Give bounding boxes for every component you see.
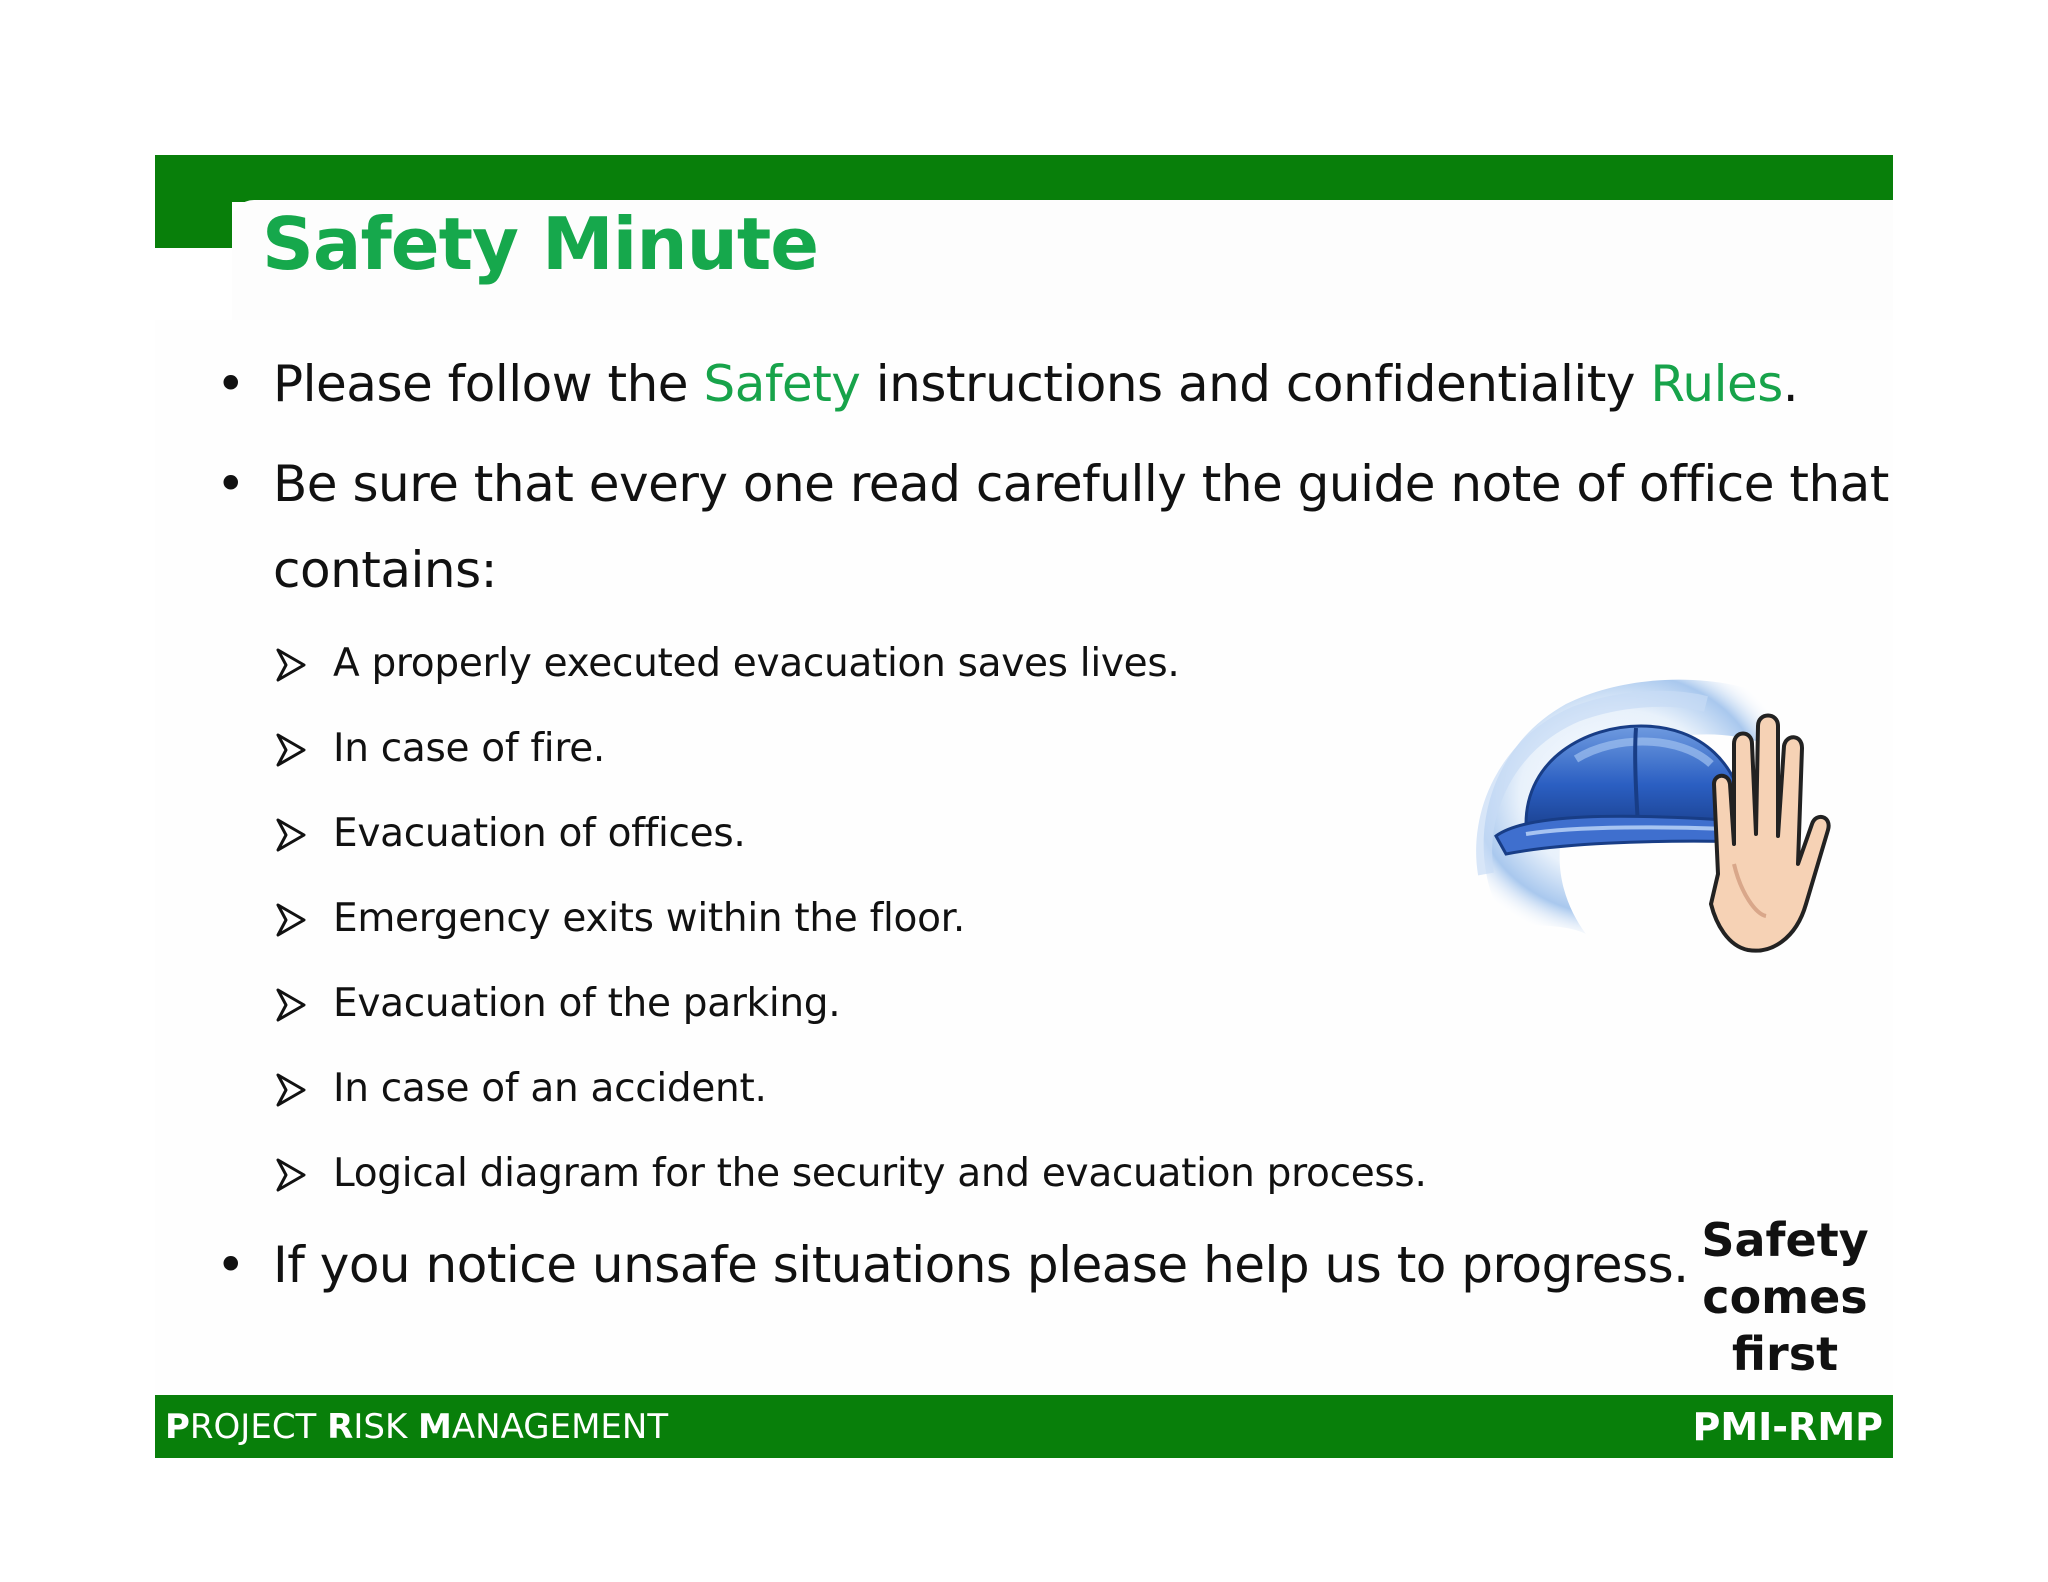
footer-certification: PMI-RMP [1692,1405,1883,1449]
sub-item: Logical diagram for the security and evacuation process. [333,1151,1427,1196]
slide-title: Safety Minute [262,202,819,286]
arrow-bullet-icon [276,818,306,852]
footer-initial: M [418,1407,452,1447]
sub-item: In case of an accident. [333,1066,767,1111]
sub-item: Emergency exits within the floor. [333,896,965,941]
sub-item: A properly executed evacuation saves lives. [333,641,1180,686]
header-band [155,155,1893,202]
bullet-dot: • [216,455,246,513]
bullet-dot: • [216,355,246,413]
footer-word: ISK [353,1407,419,1447]
bullet-text: Please follow the [273,355,704,413]
arrow-bullet-icon [276,988,306,1022]
arrow-bullet-icon [276,903,306,937]
safety-tagline [1655,1212,1915,1383]
footer-word: ROJECT [189,1407,328,1447]
bullet-text: instructions and confidentiality [860,355,1651,413]
bullet-follow-rules [273,341,1798,427]
tagline-line: first [1731,1327,1839,1381]
bullet-guide-note-line1: Be sure that every one read carefully the guide note of office that [273,455,1889,513]
arrow-bullet-icon [276,648,306,682]
sub-item: Evacuation of the parking. [333,981,841,1026]
arrow-bullet-icon [276,1158,306,1192]
footer-initial: R [327,1407,354,1447]
arrow-bullet-icon [276,733,306,767]
bullet-guide-note-line2: contains: [273,541,497,599]
footer-word: ANAGEMENT [451,1407,669,1447]
footer-course-name [165,1407,668,1447]
tagline-line: Safety [1701,1213,1869,1267]
footer-bar [155,1395,1893,1458]
bullet-unsafe-situations: If you notice unsafe situations please help us to progress. [273,1236,1689,1294]
header-notch [155,155,232,248]
hardhat-stop-hand-icon [1466,664,1886,994]
sub-item: Evacuation of offices. [333,811,746,856]
sub-item: In case of fire. [333,726,605,771]
tagline-line: comes [1702,1270,1868,1324]
bullet-dot: • [216,1236,246,1294]
bullet-text: . [1782,355,1799,413]
footer-initial: P [165,1407,190,1447]
highlight-rules: Rules [1650,355,1783,413]
arrow-bullet-icon [276,1073,306,1107]
highlight-safety: Safety [703,355,861,413]
